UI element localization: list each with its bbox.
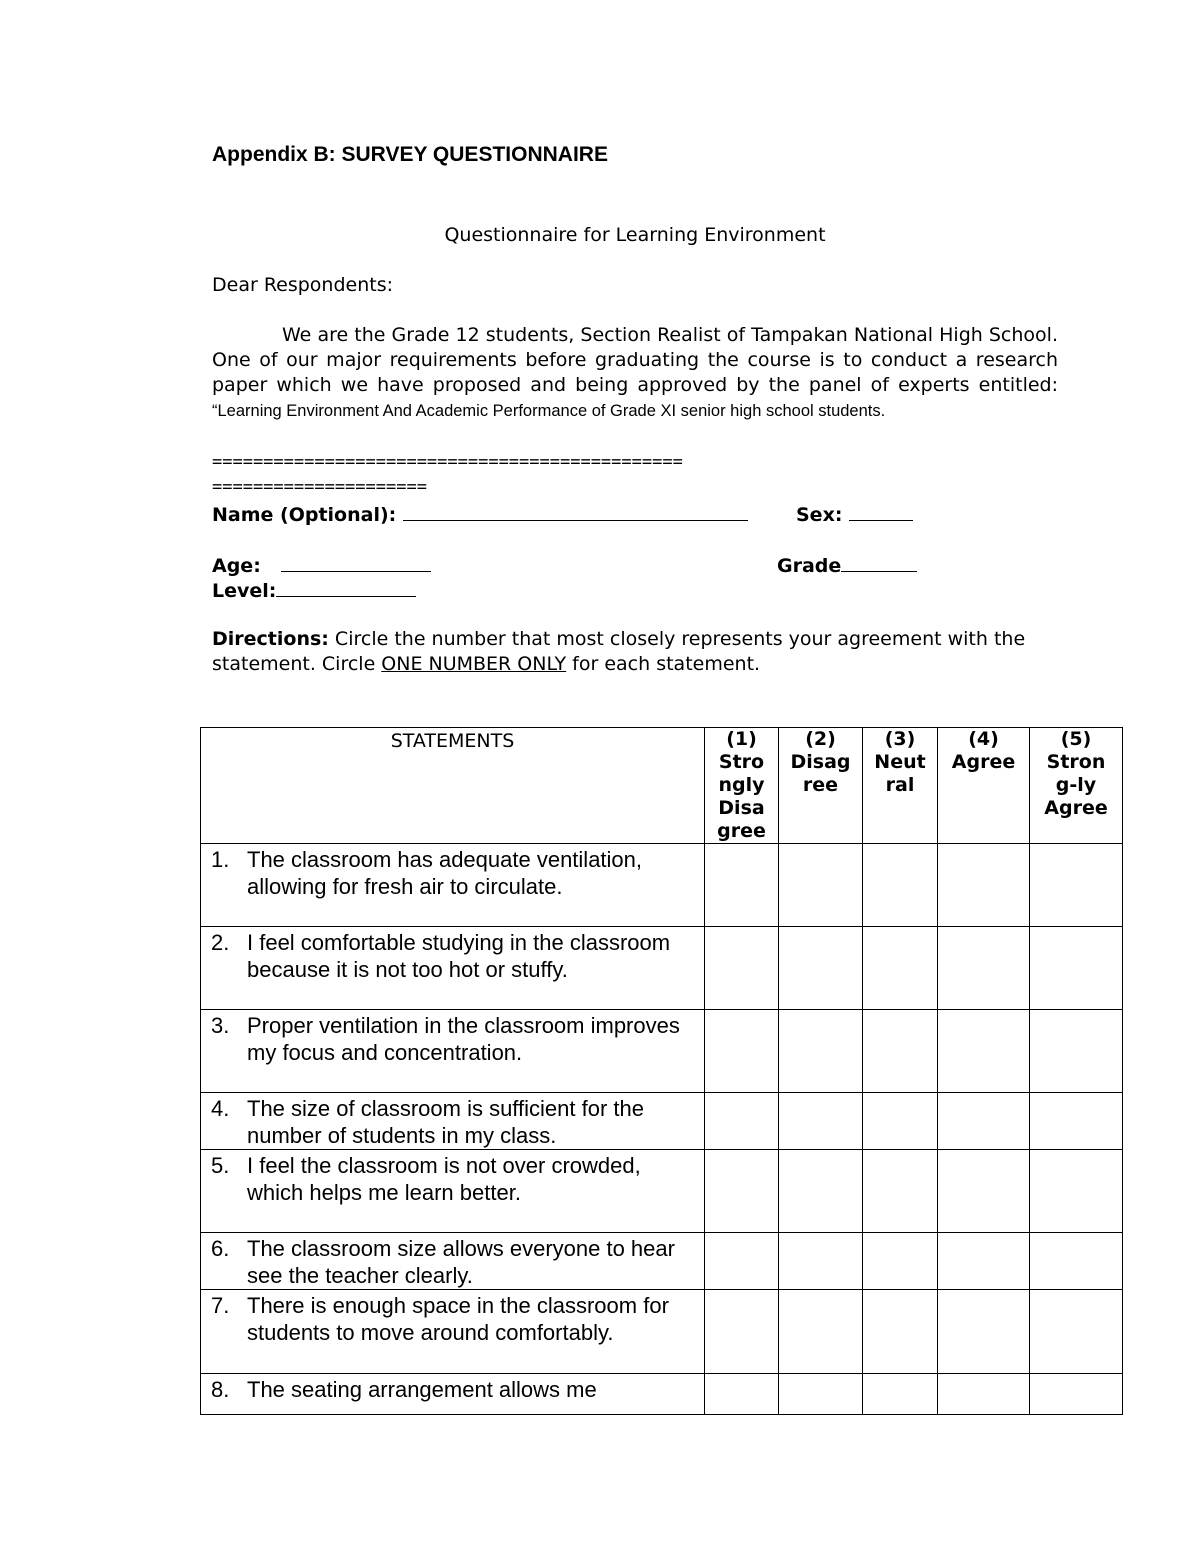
- table-row: [201, 1150, 1123, 1233]
- directions-emphasis: ONE NUMBER ONLY: [381, 653, 567, 675]
- rating-cell-1[interactable]: [705, 1290, 779, 1374]
- directions-text-1: Circle the number that most closely represents your agreement with the: [328, 628, 1026, 650]
- rating-cell-4[interactable]: [938, 1374, 1030, 1415]
- name-blank[interactable]: [403, 501, 748, 521]
- statement-number: 5.: [211, 1153, 230, 1178]
- table-row: [201, 1010, 1123, 1093]
- rating-cell-3[interactable]: [863, 1290, 938, 1374]
- table-row: [201, 927, 1123, 1010]
- survey-table: [200, 727, 1123, 1415]
- rating-cell-3[interactable]: [863, 1233, 938, 1290]
- rating-cell-4[interactable]: [938, 1233, 1030, 1290]
- rating-cell-3[interactable]: [863, 1093, 938, 1150]
- rating-cell-2[interactable]: [779, 1374, 863, 1415]
- rating-cell-3[interactable]: [863, 927, 938, 1010]
- scale-number: (1): [726, 728, 757, 750]
- scale-header-1: [705, 728, 779, 844]
- rating-cell-4[interactable]: [938, 927, 1030, 1010]
- statement-number: 8.: [211, 1377, 230, 1402]
- rating-cell-5[interactable]: [1030, 1233, 1123, 1290]
- separator-line-1: ==============================================: [212, 452, 683, 472]
- scale-label: Agree: [951, 751, 1016, 773]
- scale-number: (5): [1060, 728, 1092, 750]
- statement-text: I feel the classroom is not over crowded, which helps me learn better.: [247, 1153, 641, 1205]
- table-row: [201, 1093, 1123, 1150]
- scale-label: Disag ree: [790, 751, 851, 796]
- rating-cell-1[interactable]: [705, 1374, 779, 1415]
- rating-cell-4[interactable]: [938, 1093, 1030, 1150]
- table-header-row: [201, 728, 1123, 844]
- scale-header-5: [1030, 728, 1123, 844]
- rating-cell-4[interactable]: [938, 1290, 1030, 1374]
- statement-text: I feel comfortable studying in the classroom because it is not too hot or stuffy.: [247, 930, 671, 982]
- rating-cell-2[interactable]: [779, 1010, 863, 1093]
- scale-header-3: [863, 728, 938, 844]
- salutation: Dear Respondents:: [212, 274, 394, 296]
- statement-text: Proper ventilation in the classroom improves my focus and concentration.: [247, 1013, 680, 1065]
- statement-cell: [201, 1374, 705, 1415]
- statement-cell: [201, 844, 705, 927]
- statement-number: 4.: [211, 1096, 230, 1121]
- rating-cell-1[interactable]: [705, 1150, 779, 1233]
- statement-number: 3.: [211, 1013, 230, 1038]
- rating-cell-2[interactable]: [779, 1093, 863, 1150]
- scale-label: Neut ral: [874, 751, 926, 796]
- separator: [212, 450, 683, 500]
- age-field: [212, 552, 431, 577]
- level-label: Level:: [212, 580, 277, 602]
- rating-cell-2[interactable]: [779, 1233, 863, 1290]
- scale-label: Stro ngly Disa gree: [717, 751, 766, 842]
- rating-cell-3[interactable]: [863, 1374, 938, 1415]
- sex-blank[interactable]: [849, 501, 913, 521]
- sex-label: Sex:: [796, 504, 843, 526]
- rating-cell-5[interactable]: [1030, 1374, 1123, 1415]
- table-row: [201, 1233, 1123, 1290]
- statement-cell: [201, 1233, 705, 1290]
- statement-cell: [201, 1150, 705, 1233]
- grade-blank[interactable]: [841, 552, 917, 572]
- grade-label: Grade: [777, 555, 842, 577]
- directions-lead: Directions:: [212, 628, 329, 650]
- scale-number: (2): [805, 728, 836, 750]
- rating-cell-5[interactable]: [1030, 1093, 1123, 1150]
- scale-number: (4): [968, 728, 999, 750]
- statement-cell: [201, 1290, 705, 1374]
- rating-cell-2[interactable]: [779, 1150, 863, 1233]
- separator-line-2: =====================: [212, 477, 427, 497]
- rating-cell-2[interactable]: [779, 927, 863, 1010]
- table-row: [201, 844, 1123, 927]
- table-row: [201, 1290, 1123, 1374]
- statement-text: The classroom has adequate ventilation, allowing for fresh air to circulate.: [247, 847, 643, 899]
- rating-cell-1[interactable]: [705, 1010, 779, 1093]
- age-label: Age:: [212, 555, 261, 577]
- statement-number: 1.: [211, 847, 230, 872]
- statement-text: The seating arrangement allows me: [247, 1377, 597, 1402]
- rating-cell-4[interactable]: [938, 1010, 1030, 1093]
- statement-number: 6.: [211, 1236, 230, 1261]
- rating-cell-3[interactable]: [863, 1150, 938, 1233]
- scale-header-2: [779, 728, 863, 844]
- rating-cell-1[interactable]: [705, 927, 779, 1010]
- statement-text: The classroom size allows everyone to hear see the teacher clearly.: [247, 1236, 675, 1288]
- rating-cell-5[interactable]: [1030, 1290, 1123, 1374]
- intro-text: We are the Grade 12 students, Section Realist of Tampakan National High School. One of our major requirements before graduating the course is to conduct a research paper which we have proposed and being approved by the panel of experts entitled:: [212, 324, 1058, 396]
- scale-label: Stron g-ly Agree: [1044, 751, 1108, 819]
- rating-cell-2[interactable]: [779, 844, 863, 927]
- directions-text-2: statement. Circle: [212, 653, 382, 675]
- statement-number: 2.: [211, 930, 230, 955]
- name-label: Name (Optional):: [212, 504, 397, 526]
- rating-cell-3[interactable]: [863, 844, 938, 927]
- statement-cell: [201, 1010, 705, 1093]
- level-field: [212, 577, 416, 602]
- rating-cell-1[interactable]: [705, 1233, 779, 1290]
- rating-cell-4[interactable]: [938, 1150, 1030, 1233]
- sex-field: [796, 501, 913, 526]
- rating-cell-1[interactable]: [705, 844, 779, 927]
- scale-header-4: [938, 728, 1030, 844]
- appendix-title: Appendix B: SURVEY QUESTIONNAIRE: [212, 143, 608, 166]
- rating-cell-2[interactable]: [779, 1290, 863, 1374]
- table-row: [201, 1374, 1123, 1415]
- level-blank[interactable]: [276, 577, 416, 597]
- statements-header: STATEMENTS: [201, 728, 705, 844]
- intro-paragraph: [212, 323, 1058, 424]
- rating-cell-5[interactable]: [1030, 844, 1123, 927]
- directions: [212, 627, 1058, 677]
- questionnaire-title: Questionnaire for Learning Environment: [444, 224, 826, 246]
- rating-cell-4[interactable]: [938, 844, 1030, 927]
- age-blank[interactable]: [281, 552, 431, 572]
- statement-text: The size of classroom is sufficient for the number of students in my class.: [247, 1096, 644, 1148]
- scale-number: (3): [884, 728, 916, 750]
- statement-cell: [201, 1093, 705, 1150]
- statement-text: There is enough space in the classroom for students to move around comfortably.: [247, 1293, 669, 1345]
- rating-cell-1[interactable]: [705, 1093, 779, 1150]
- grade-field: [777, 552, 917, 577]
- rating-cell-5[interactable]: [1030, 1010, 1123, 1093]
- rating-cell-3[interactable]: [863, 1010, 938, 1093]
- directions-text-3: for each statement.: [566, 653, 761, 675]
- name-sex-row: [212, 501, 748, 526]
- statement-number: 7.: [211, 1293, 230, 1318]
- research-title: “Learning Environment And Academic Performance of Grade XI senior high school students.: [212, 402, 886, 420]
- statement-cell: [201, 927, 705, 1010]
- rating-cell-5[interactable]: [1030, 1150, 1123, 1233]
- rating-cell-5[interactable]: [1030, 927, 1123, 1010]
